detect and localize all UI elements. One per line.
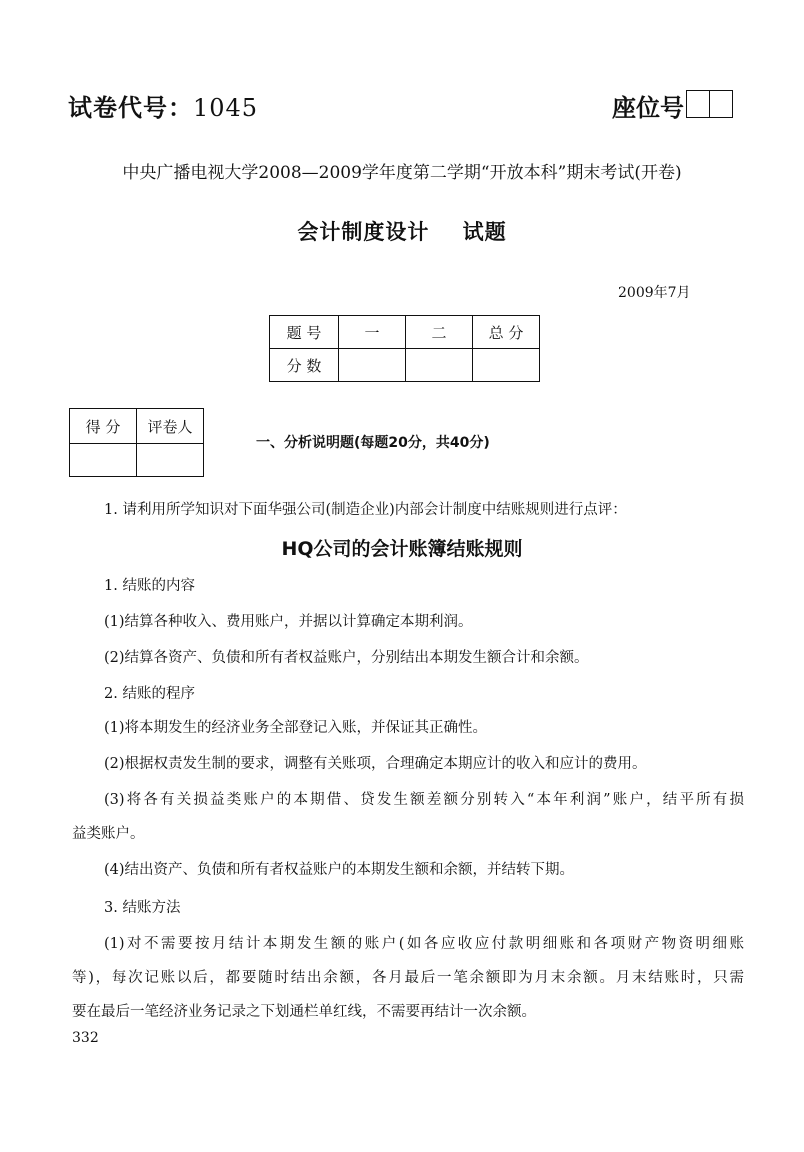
- seat-number: [612, 88, 733, 123]
- score-table-cell: 总 分: [473, 316, 540, 349]
- paragraph: (4)结出资产、负债和所有者权益账户的本期发生额和余额，并结转下期。: [104, 862, 575, 878]
- paragraph: (1)将本期发生的经济业务全部登记入账，并保证其正确性。: [104, 720, 488, 736]
- paragraph-continued: 益类账户。: [72, 826, 145, 842]
- score-table-cell: 一: [339, 316, 406, 349]
- exam-date: 2009年7月: [618, 285, 691, 301]
- score-table: [269, 315, 540, 382]
- grader-table-cell: [70, 444, 137, 477]
- grader-table-cell: 评卷人: [137, 409, 204, 444]
- paper-code-label: 试卷代号：: [68, 94, 193, 122]
- paragraph-continued: 等)，每次记账以后，都要随时结出余额，各月最后一笔余额即为月末余额。月末结账时，只需: [72, 970, 744, 986]
- paragraph: (2)结算各资产、负债和所有者权益账户，分别结出本期发生额合计和余额。: [104, 650, 589, 666]
- heading-3: 3. 结账方法: [104, 900, 181, 916]
- rules-title: HQ公司的会计账簿结账规则: [281, 538, 523, 560]
- question-1: 1. 请利用所学知识对下面华强公司(制造企业)内部会计制度中结账规则进行点评：: [104, 502, 627, 518]
- grader-table-cell: 得 分: [70, 409, 137, 444]
- paragraph: (3)将各有关损益类账户的本期借、贷发生额差额分别转入“本年利润”账户，结平所有损: [104, 792, 744, 808]
- score-table-cell: 分 数: [270, 349, 339, 382]
- heading-2: 2. 结账的程序: [104, 686, 195, 702]
- grader-table-cell: [137, 444, 204, 477]
- paragraph-continued: 要在最后一笔经济业务记录之下划通栏单红线，不需要再结计一次余额。: [72, 1004, 536, 1020]
- heading-1: 1. 结账的内容: [104, 578, 195, 594]
- score-table-cell: [406, 349, 473, 382]
- score-table-cell: 题 号: [270, 316, 339, 349]
- score-table-cell: 二: [406, 316, 473, 349]
- paragraph: (1)结算各种收入、费用账户，并据以计算确定本期利润。: [104, 614, 473, 630]
- score-table-cell: [473, 349, 540, 382]
- paragraph: (1)对不需要按月结计本期发生额的账户(如各应收应付款明细账和各项财产物资明细账: [104, 936, 744, 952]
- score-table-cell: [339, 349, 406, 382]
- seat-label: 座位号: [612, 94, 684, 122]
- paper-code-value: 1045: [193, 94, 259, 122]
- paragraph: (2)根据权责发生制的要求，调整有关账项，合理确定本期应计的收入和应计的费用。: [104, 756, 647, 772]
- section-1-title: 一、分析说明题(每题20分，共40分): [256, 435, 490, 451]
- grader-table: [69, 408, 204, 477]
- subject-title: 会计制度设计 试题: [297, 220, 507, 244]
- exam-title: 中央广播电视大学2008—2009学年度第二学期“开放本科”期末考试(开卷): [122, 163, 682, 183]
- paper-code: [68, 88, 258, 123]
- page-number: 332: [72, 1030, 99, 1046]
- seat-number-boxes: [686, 90, 733, 118]
